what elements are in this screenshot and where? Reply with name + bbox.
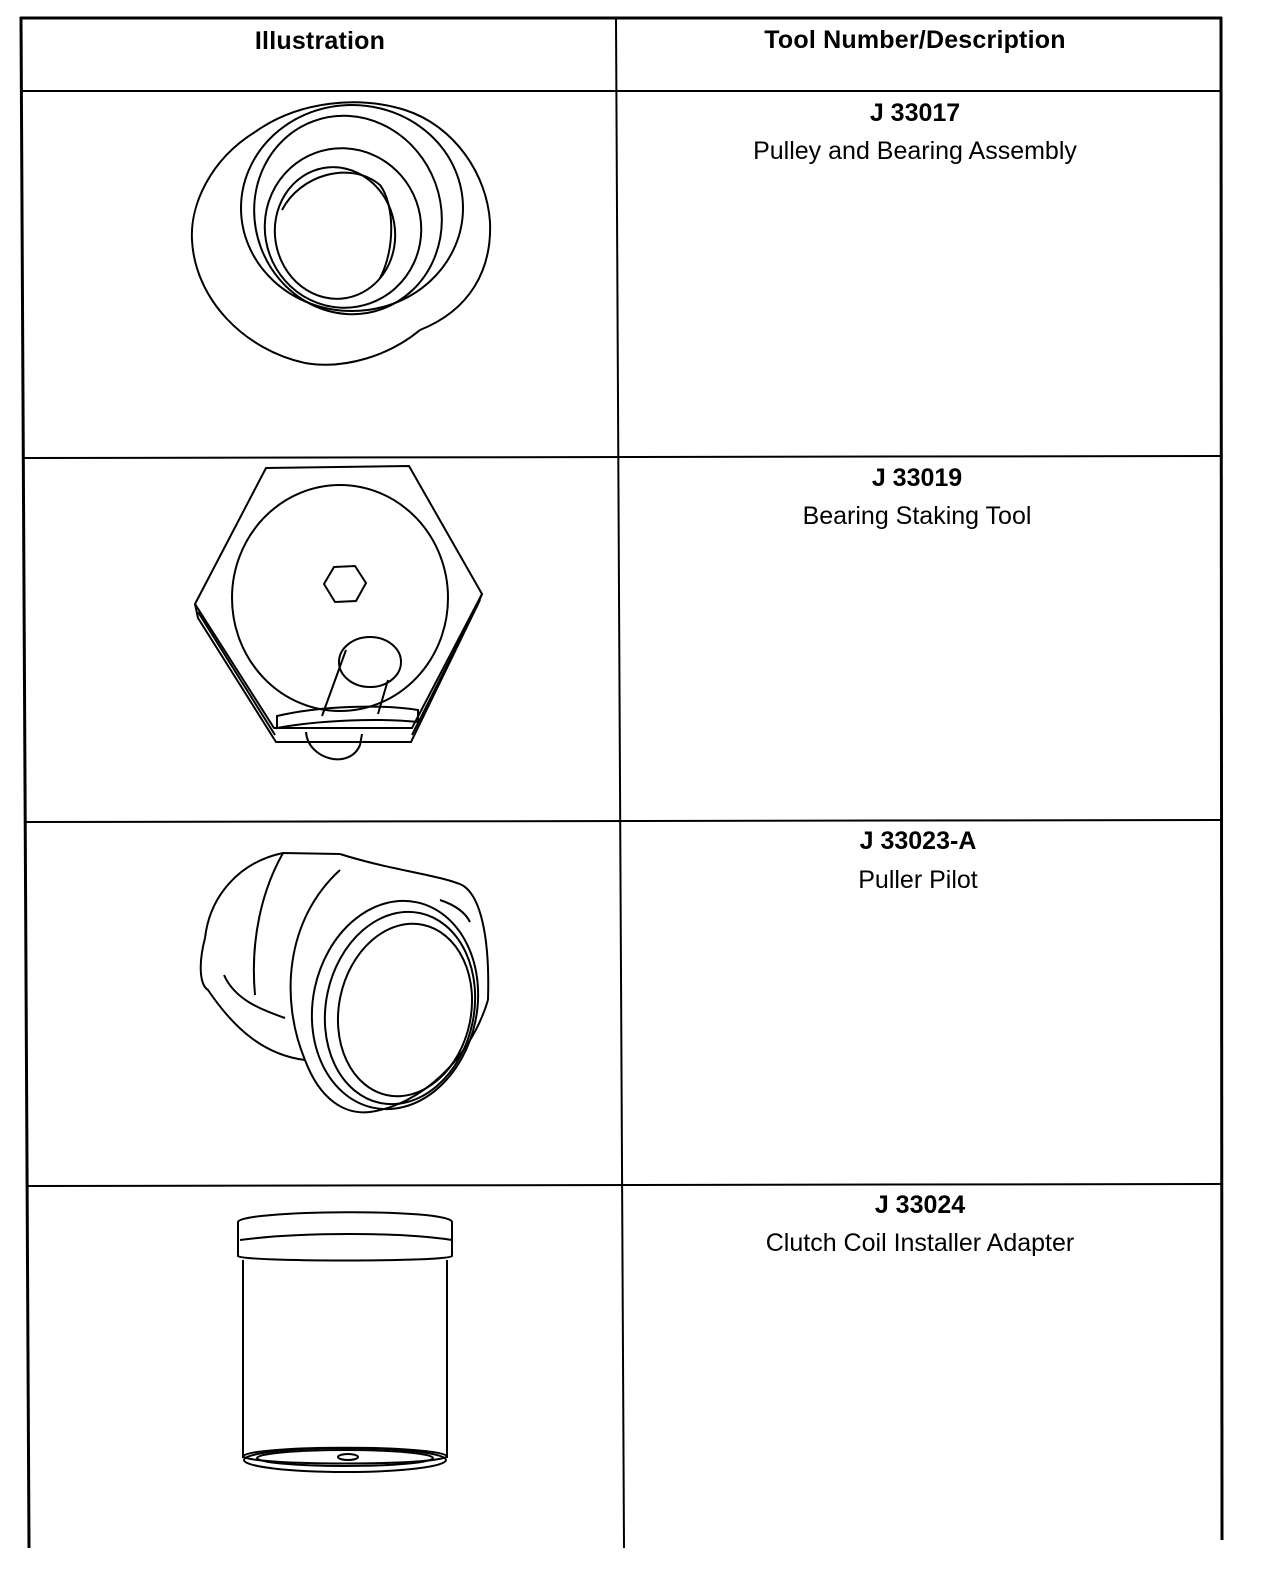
clutch-coil-installer-adapter-icon xyxy=(238,1212,452,1472)
tool-description: Puller Pilot xyxy=(858,866,978,894)
pulley-bearing-assembly-icon xyxy=(192,89,490,364)
tool-number: J 33017 xyxy=(869,99,961,127)
header-illustration: Illustration xyxy=(254,27,386,55)
bearing-staking-tool-icon xyxy=(195,466,482,759)
tool-description: Clutch Coil Installer Adapter xyxy=(765,1229,1075,1257)
header-tool-number-description: Tool Number/Description xyxy=(764,26,1066,54)
tool-number: J 33019 xyxy=(871,464,963,492)
tool-number: J 33023-A xyxy=(859,827,977,855)
puller-pilot-icon xyxy=(201,853,497,1125)
tool-number: J 33024 xyxy=(874,1191,966,1219)
tool-description: Pulley and Bearing Assembly xyxy=(753,137,1077,165)
tool-description: Bearing Staking Tool xyxy=(802,502,1032,530)
